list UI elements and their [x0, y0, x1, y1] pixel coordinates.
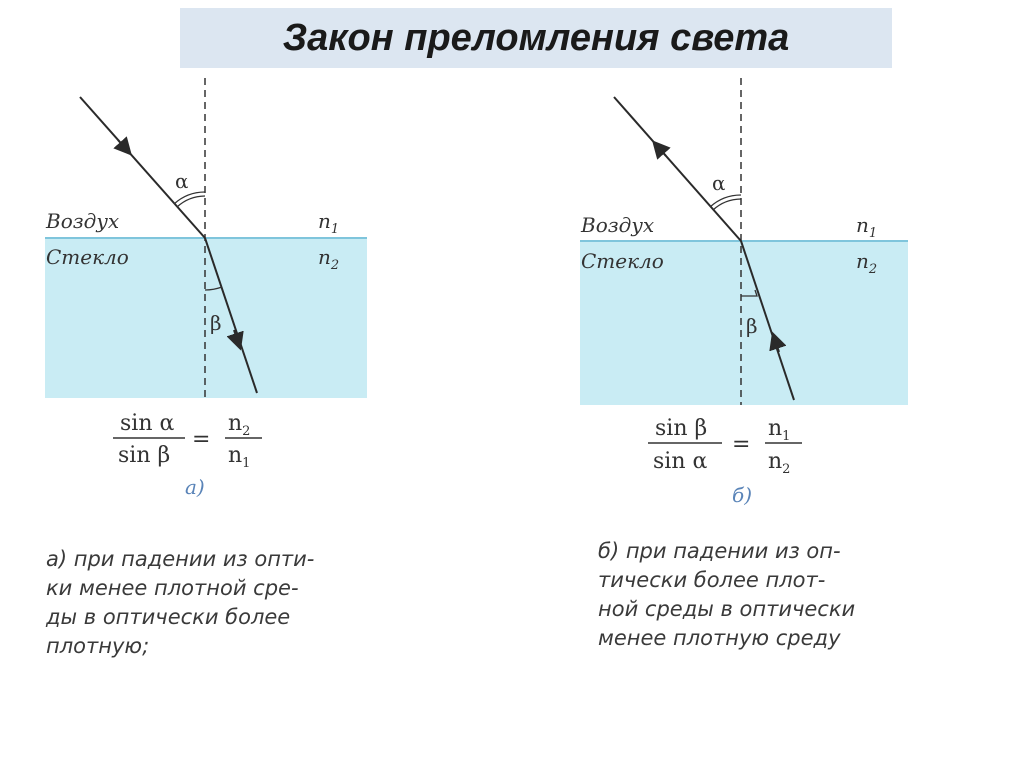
- formula-b-num-right: $n_1$: [768, 416, 791, 444]
- incident-arrow-a: [118, 140, 126, 149]
- medium-top-label-a: Воздух: [46, 209, 120, 233]
- diagram-b: [580, 78, 908, 507]
- alpha-arc-b-2: [710, 195, 741, 207]
- medium-bottom-label-b: Стекло: [581, 249, 664, 273]
- alpha-arc-a: [177, 196, 205, 207]
- formula-b: [648, 416, 802, 477]
- n2-label-b: $n_2$: [856, 249, 878, 277]
- caption-b: б) при падении из оп- тически более плот- ной среды в оптически менее плотную среду: [598, 539, 856, 650]
- alpha-arc-b: [713, 199, 741, 210]
- medium-top-label-b: Воздух: [581, 213, 655, 237]
- formula-a-num-right: $n_2$: [228, 411, 251, 439]
- medium-bottom-label-a: Стекло: [46, 245, 129, 269]
- formula-b-num-left: sin β: [655, 416, 708, 441]
- n1-label-a: $n_1$: [318, 209, 340, 237]
- formula-a: [113, 411, 262, 471]
- formula-b-eq: =: [732, 432, 751, 457]
- formula-a-den-right: $n_1$: [228, 443, 251, 471]
- formula-b-den-left: sin α: [653, 449, 708, 474]
- formula-a-den-left: sin β: [118, 443, 171, 468]
- diagram-a: [45, 78, 367, 499]
- alpha-label-a: α: [175, 169, 189, 193]
- page-title: Закон преломления света: [282, 16, 790, 59]
- fig-label-b: б): [732, 483, 753, 507]
- formula-b-den-right: $n_2$: [768, 449, 791, 477]
- formula-a-eq: =: [192, 427, 211, 452]
- emergent-arrow-b: [658, 147, 666, 156]
- alpha-arc-a-2: [174, 192, 205, 204]
- fig-label-a: а): [185, 475, 205, 499]
- formula-a-num-left: sin α: [120, 411, 175, 436]
- caption-a: а) при падении из опти- ки менее плотной сре- ды в оптически более плотную;: [46, 547, 315, 658]
- alpha-label-b: α: [712, 171, 726, 195]
- n1-label-b: $n_1$: [856, 213, 878, 241]
- beta-label-b: β: [746, 314, 758, 338]
- beta-label-a: β: [210, 311, 222, 335]
- n2-label-a: $n_2$: [318, 245, 340, 273]
